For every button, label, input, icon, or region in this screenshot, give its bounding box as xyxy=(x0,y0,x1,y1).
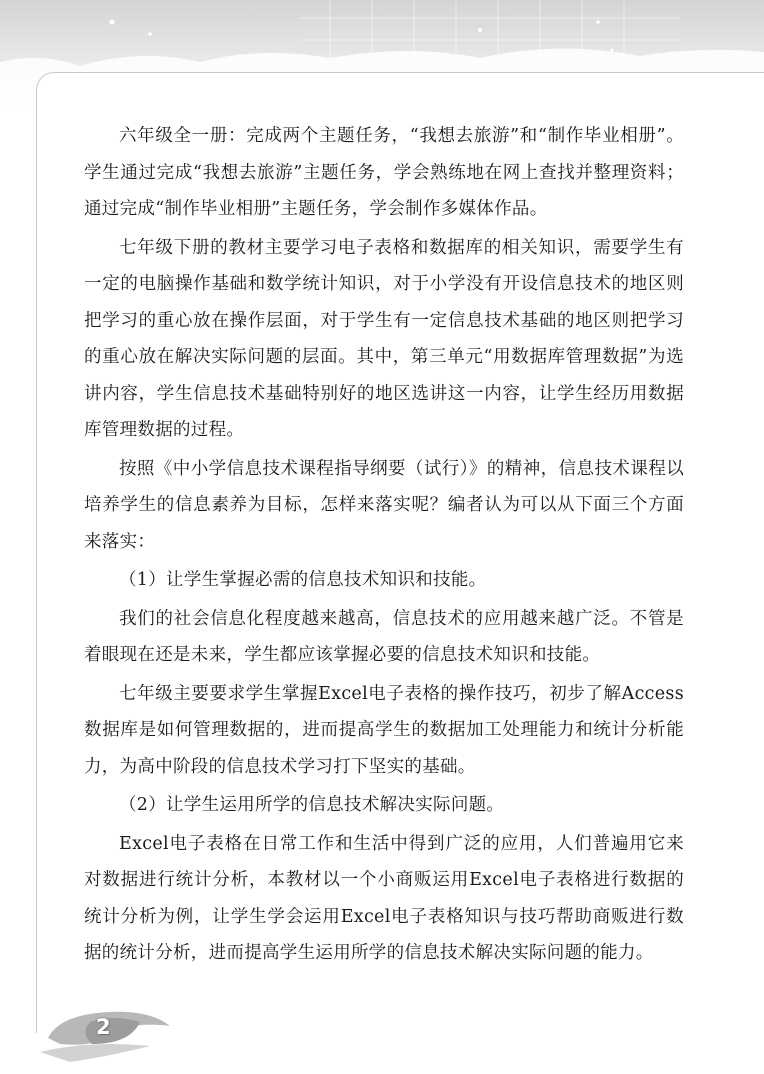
point-2-heading: （2）让学生运用所学的信息技术解决实际问题。 xyxy=(119,795,505,815)
page-number: 2 xyxy=(96,1015,111,1039)
paragraph-curriculum-guideline: 按照《中小学信息技术课程指导纲要（试行）》的精神，信息技术课程以培养学生的信息素养为目标，怎样来落实呢？编者认为可以从下面三个方面来落实： xyxy=(84,458,684,552)
paragraph-informatization: 我们的社会信息化程度越来越高，信息技术的应用越来越广泛。不管是着眼现在还是未来，学生都应该掌握必要的信息技术知识和技能。 xyxy=(84,608,684,665)
paragraph-grade6: 六年级全一册：完成两个主题任务，“我想去旅游”和“制作毕业相册”。学生通过完成“我想去旅游”主题任务，学会熟练地在网上查找并整理资料；通过完成“制作毕业相册”主题任务，学会制作多媒体作品。 xyxy=(84,126,684,219)
body-text xyxy=(84,118,684,972)
paragraph-excel-access: 七年级主要要求学生掌握Excel电子表格的操作技巧，初步了解Access数据库是如何管理数据的，进而提高学生的数据加工处理能力和统计分析能力，为高中阶段的信息技术学习打下坚实的基础。 xyxy=(84,683,684,777)
paragraph-excel-application: Excel电子表格在日常工作和生活中得到广泛的应用，人们普遍用它来对数据进行统计分析，本教材以一个小商贩运用Excel电子表格进行数据的统计分析为例，让学生学会运用Excel电子表格知识与技巧帮助商贩进行数据的统计分析，进而提高学生运用所学的信息技术解决实际问题的能力。 xyxy=(84,833,684,963)
point-1-heading: （1）让学生掌握必需的信息技术知识和技能。 xyxy=(119,570,487,590)
paragraph-grade7-volume2: 七年级下册的教材主要学习电子表格和数据库的相关知识，需要学生有一定的电脑操作基础和数学统计知识，对于小学没有开设信息技术的地区则把学习的重心放在操作层面，对于学生有一定信息技术基础的地区则把学习的重心放在解决实际问题的层面。其中，第三单元“用数据库管理数据”为选讲内容，学生信息技术基础特别好的地区选讲这一内容，让学生经历用数据库管理数据的过程。 xyxy=(84,237,684,440)
